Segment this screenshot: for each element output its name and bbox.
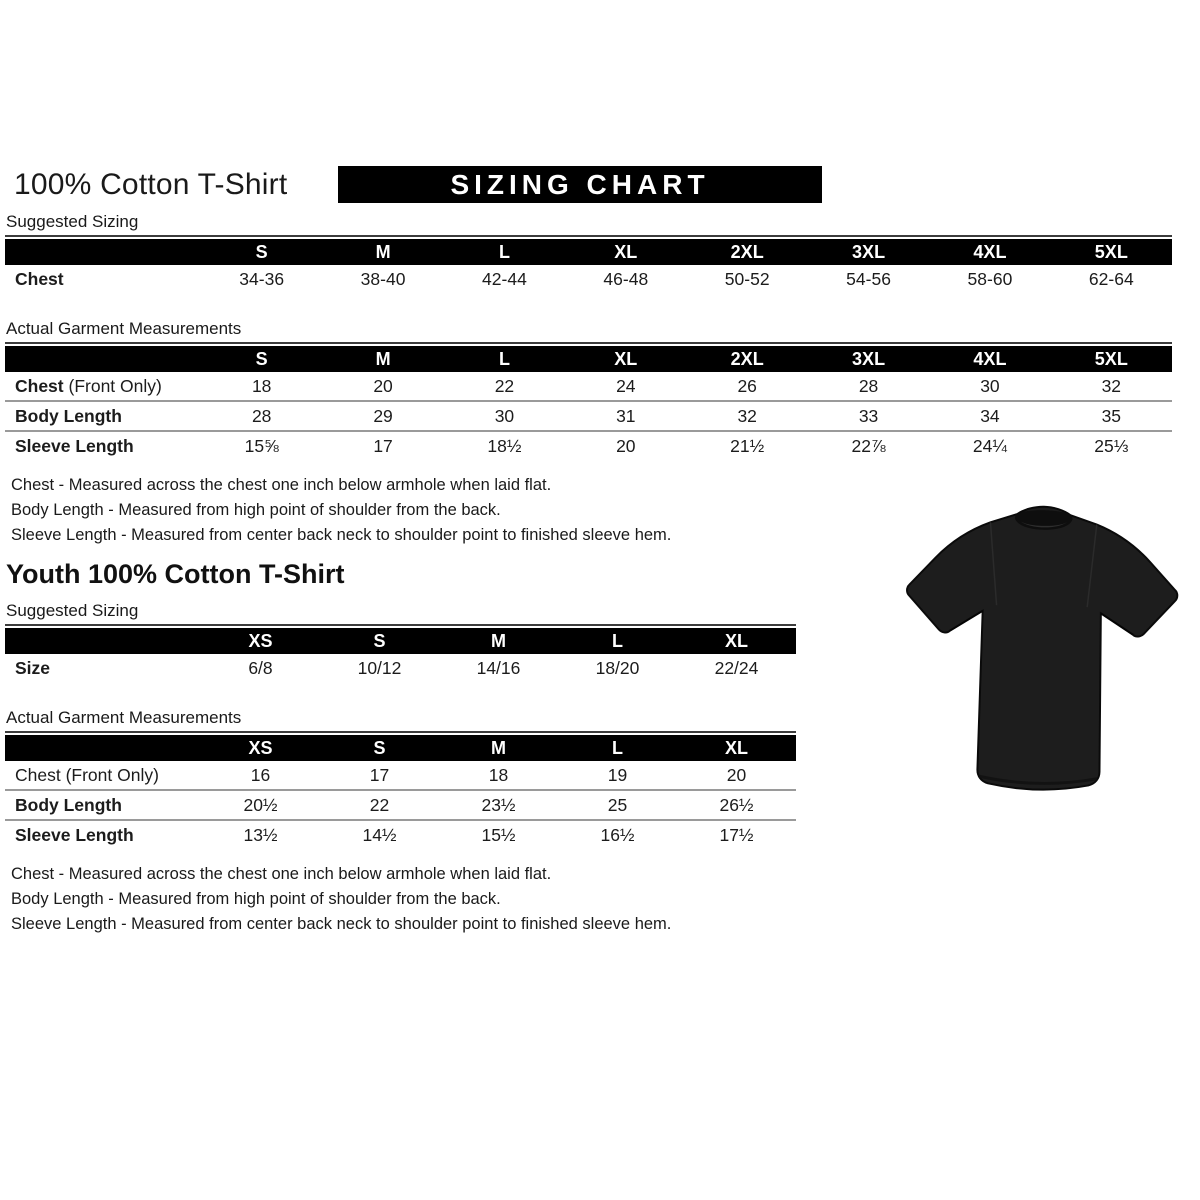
adult-actual-measurements-table: [5, 346, 1172, 460]
measurement-cell: 20: [373, 375, 393, 396]
measurement-cell: 18/20: [595, 657, 640, 678]
measurement-cell: 34: [929, 401, 1050, 431]
measurement-cell: 31: [565, 401, 686, 431]
note-line: Body Length - Measured from high point of shoulder from the back.: [11, 890, 501, 908]
measurement-cell: 18: [488, 764, 509, 785]
measurement-cell: 54-56: [846, 268, 891, 289]
measurement-cell: 20: [565, 431, 686, 460]
measurement-cell: 16: [250, 764, 271, 785]
youth-suggested-sizing-table: [5, 628, 796, 682]
measurement-cell: 35: [1051, 401, 1172, 431]
column-header-5xl: 5XL: [1051, 346, 1172, 372]
column-header-xl: XL: [677, 735, 796, 761]
table-header-row: [5, 735, 796, 761]
column-header-s: S: [320, 735, 439, 761]
column-header-xl: XL: [565, 239, 686, 265]
measurement-cell: 42-44: [482, 268, 527, 289]
measurement-cell: 24: [616, 375, 636, 396]
column-header-xs: XS: [201, 735, 320, 761]
measurement-cell: 32: [1101, 375, 1122, 396]
table-top-rule: [5, 731, 796, 733]
row-label: Body Length: [5, 790, 201, 820]
row-label: Chest (Front Only): [15, 375, 162, 396]
table-top-rule: [5, 624, 796, 626]
tshirt-photo: [886, 486, 1196, 811]
table-row: [5, 790, 796, 820]
row-label: Sleeve Length: [5, 820, 201, 849]
measurement-cell: 38-40: [360, 268, 406, 289]
measurement-cell: 20: [726, 764, 747, 785]
note-line: Chest - Measured across the chest one inch below armhole when laid flat.: [11, 865, 552, 883]
table-row: [5, 761, 796, 790]
measurement-cell: 30: [444, 401, 565, 431]
measurement-cell: 18: [251, 375, 272, 396]
sizing-chart-banner: [338, 166, 822, 203]
youth-actual-measurements-label: Actual Garment Measurements: [6, 708, 242, 727]
measurement-cell: 58-60: [967, 268, 1013, 289]
column-header-3xl: 3XL: [808, 239, 929, 265]
table-header-row: [5, 628, 796, 654]
note-line: Sleeve Length - Measured from center back neck to shoulder point to finished sleeve hem.: [11, 526, 672, 544]
measurement-cell: 15⅝: [201, 431, 322, 460]
row-label: Size: [15, 657, 51, 678]
column-header-xs: XS: [201, 628, 320, 654]
measurement-cell: 23½: [439, 790, 558, 820]
column-header-3xl: 3XL: [808, 346, 929, 372]
measurement-cell: 29: [322, 401, 443, 431]
column-header-m: M: [439, 735, 558, 761]
column-header-2xl: 2XL: [687, 346, 808, 372]
measurement-cell: 34-36: [239, 268, 285, 289]
measurement-cell: 25: [558, 790, 677, 820]
column-header-l: L: [444, 239, 565, 265]
measurement-cell: 22: [494, 375, 515, 396]
column-header-s: S: [201, 346, 322, 372]
column-header-l: L: [558, 735, 677, 761]
measurement-cell: 16½: [558, 820, 677, 849]
youth-measurement-notes: [11, 865, 1200, 934]
measurement-cell: 20½: [201, 790, 320, 820]
page-title: 100% Cotton T-Shirt: [14, 167, 288, 201]
measurement-cell: 22: [320, 790, 439, 820]
column-header-m: M: [322, 346, 443, 372]
table-row: [5, 401, 1172, 431]
measurement-cell: 30: [980, 375, 1000, 396]
column-header-s: S: [201, 239, 322, 265]
row-label: Chest: [15, 268, 64, 289]
header-spacer: [5, 735, 201, 761]
measurement-cell: 50-52: [724, 268, 770, 289]
adult-actual-measurements-label: Actual Garment Measurements: [6, 319, 242, 338]
adult-suggested-sizing-label: Suggested Sizing: [6, 212, 139, 231]
note-line: Body Length - Measured from high point of shoulder from the back.: [11, 501, 501, 519]
measurement-cell: 22⅞: [808, 431, 929, 460]
column-header-xl: XL: [677, 628, 796, 654]
column-header-4xl: 4XL: [929, 346, 1050, 372]
measurement-cell: 13½: [201, 820, 320, 849]
table-row: [5, 372, 1172, 401]
table-row: [5, 820, 796, 849]
measurement-cell: 14/16: [476, 657, 521, 678]
measurement-cell: 21½: [687, 431, 808, 460]
sizing-chart-banner-text: SIZING CHART: [450, 168, 710, 200]
row-label: Body Length: [5, 401, 201, 431]
column-header-xl: XL: [565, 346, 686, 372]
youth-actual-measurements-table: [5, 735, 796, 849]
measurement-cell: 28: [201, 401, 322, 431]
header-spacer: [5, 346, 201, 372]
measurement-cell: 18½: [444, 431, 565, 460]
measurement-cell: 17: [369, 764, 390, 785]
table-header-row: [5, 346, 1172, 372]
column-header-m: M: [322, 239, 443, 265]
measurement-cell: 26½: [677, 790, 796, 820]
measurement-cell: 25⅓: [1051, 431, 1172, 460]
table-header-row: [5, 239, 1172, 265]
measurement-cell: 46-48: [603, 268, 649, 289]
measurement-cell: 17: [322, 431, 443, 460]
table-row: [5, 654, 796, 682]
column-header-2xl: 2XL: [687, 239, 808, 265]
column-header-4xl: 4XL: [929, 239, 1050, 265]
measurement-cell: 33: [808, 401, 929, 431]
youth-section-title: Youth 100% Cotton T-Shirt: [6, 559, 345, 589]
measurement-cell: 28: [858, 375, 879, 396]
table-row: [5, 265, 1172, 293]
measurement-cell: 6/8: [248, 657, 273, 678]
measurement-cell: 24¼: [929, 431, 1050, 460]
table-row: [5, 431, 1172, 460]
column-header-l: L: [444, 346, 565, 372]
column-header-m: M: [439, 628, 558, 654]
measurement-cell: 22/24: [714, 657, 759, 678]
note-line: Chest - Measured across the chest one inch below armhole when laid flat.: [11, 476, 552, 494]
measurement-cell: 10/12: [357, 657, 402, 678]
youth-suggested-sizing-label: Suggested Sizing: [6, 601, 139, 620]
table-top-rule: [5, 235, 1172, 237]
row-label: Sleeve Length: [5, 431, 201, 460]
header-spacer: [5, 239, 201, 265]
measurement-cell: 15½: [439, 820, 558, 849]
measurement-cell: 19: [607, 764, 628, 785]
measurement-cell: 62-64: [1088, 268, 1134, 289]
adult-suggested-sizing-table: [5, 239, 1172, 293]
row-label: Chest (Front Only): [15, 764, 159, 785]
measurement-cell: 17½: [677, 820, 796, 849]
table-top-rule: [5, 342, 1172, 344]
measurement-cell: 32: [687, 401, 808, 431]
measurement-cell: 26: [737, 375, 757, 396]
page-header: [14, 0, 1200, 203]
note-line: Sleeve Length - Measured from center back neck to shoulder point to finished sleeve hem.: [11, 915, 672, 933]
column-header-s: S: [320, 628, 439, 654]
measurement-cell: 14½: [320, 820, 439, 849]
header-spacer: [5, 628, 201, 654]
column-header-l: L: [558, 628, 677, 654]
column-header-5xl: 5XL: [1051, 239, 1172, 265]
